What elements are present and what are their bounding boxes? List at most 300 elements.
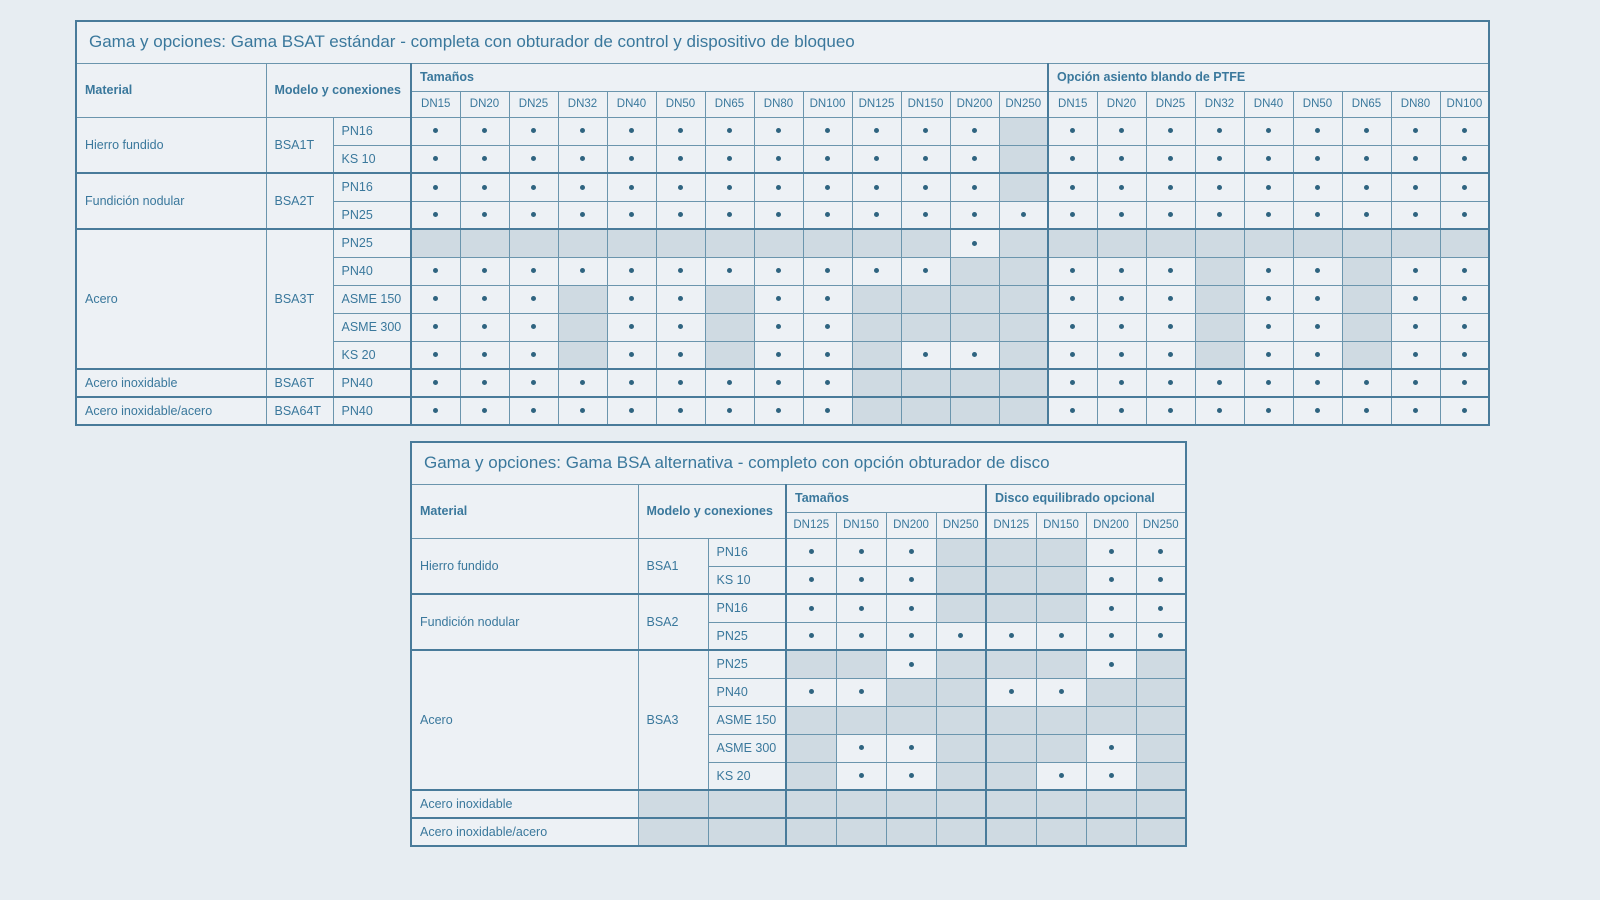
size-header: DN32	[558, 91, 607, 117]
material-cell: Acero	[76, 229, 266, 369]
matrix-cell	[1136, 734, 1186, 762]
availability-dot-icon	[678, 324, 683, 329]
availability-dot-icon	[809, 606, 814, 611]
availability-dot-icon	[972, 185, 977, 190]
availability-dot-icon	[1413, 324, 1418, 329]
matrix-cell	[936, 538, 986, 566]
material-cell: Hierro fundido	[76, 117, 266, 173]
availability-dot-icon	[531, 128, 536, 133]
matrix-cell	[1086, 762, 1136, 790]
availability-dot-icon	[1217, 212, 1222, 217]
matrix-cell	[1146, 397, 1195, 425]
matrix-cell	[950, 173, 999, 201]
matrix-cell	[901, 173, 950, 201]
availability-dot-icon	[1070, 324, 1075, 329]
availability-dot-icon	[923, 185, 928, 190]
matrix-cell	[656, 257, 705, 285]
availability-dot-icon	[1217, 408, 1222, 413]
size-header: DN125	[986, 512, 1036, 538]
availability-dot-icon	[1413, 268, 1418, 273]
matrix-cell	[836, 706, 886, 734]
model-cell: BSA2	[638, 594, 708, 650]
matrix-cell	[460, 369, 509, 397]
matrix-cell	[936, 650, 986, 678]
matrix-cell	[1195, 397, 1244, 425]
matrix-cell	[460, 117, 509, 145]
matrix-cell	[1342, 229, 1391, 257]
matrix-cell	[1244, 285, 1293, 313]
availability-dot-icon	[727, 185, 732, 190]
matrix-cell	[656, 117, 705, 145]
availability-dot-icon	[972, 212, 977, 217]
availability-dot-icon	[1070, 268, 1075, 273]
matrix-cell	[1136, 818, 1186, 846]
matrix-cell	[1146, 117, 1195, 145]
matrix-cell	[1391, 173, 1440, 201]
matrix-cell	[460, 173, 509, 201]
availability-dot-icon	[776, 408, 781, 413]
table-row	[76, 369, 1489, 397]
availability-dot-icon	[1168, 185, 1173, 190]
bsat-standard-range-table	[75, 20, 1490, 426]
availability-dot-icon	[874, 128, 879, 133]
availability-dot-icon	[1413, 212, 1418, 217]
availability-dot-icon	[433, 128, 438, 133]
availability-dot-icon	[678, 380, 683, 385]
model-cell	[638, 818, 708, 846]
availability-dot-icon	[776, 352, 781, 357]
matrix-cell	[852, 229, 901, 257]
matrix-cell	[999, 117, 1048, 145]
availability-dot-icon	[678, 128, 683, 133]
availability-dot-icon	[1462, 296, 1467, 301]
matrix-cell	[656, 397, 705, 425]
matrix-cell	[936, 566, 986, 594]
availability-dot-icon	[923, 212, 928, 217]
matrix-cell	[999, 173, 1048, 201]
matrix-cell	[656, 313, 705, 341]
matrix-cell	[886, 734, 936, 762]
matrix-cell	[607, 117, 656, 145]
matrix-cell	[803, 397, 852, 425]
matrix-cell	[852, 397, 901, 425]
availability-dot-icon	[1168, 212, 1173, 217]
matrix-cell	[509, 369, 558, 397]
matrix-cell	[1097, 341, 1146, 369]
matrix-cell	[852, 201, 901, 229]
matrix-cell	[836, 566, 886, 594]
availability-dot-icon	[776, 212, 781, 217]
matrix-cell	[786, 678, 836, 706]
matrix-cell	[411, 257, 460, 285]
availability-dot-icon	[1109, 633, 1114, 638]
table-title-row	[411, 442, 1186, 484]
connection-cell: PN40	[708, 678, 786, 706]
matrix-cell	[1391, 369, 1440, 397]
matrix-cell	[1440, 145, 1489, 173]
size-header: DN80	[1391, 91, 1440, 117]
matrix-cell	[1036, 706, 1086, 734]
availability-dot-icon	[859, 577, 864, 582]
matrix-cell	[558, 229, 607, 257]
matrix-cell	[803, 117, 852, 145]
matrix-cell	[1048, 173, 1097, 201]
matrix-cell	[786, 706, 836, 734]
matrix-cell	[1136, 594, 1186, 622]
connection-cell: PN16	[708, 594, 786, 622]
availability-dot-icon	[433, 352, 438, 357]
matrix-cell	[786, 622, 836, 650]
availability-dot-icon	[1315, 408, 1320, 413]
availability-dot-icon	[825, 156, 830, 161]
matrix-cell	[1195, 117, 1244, 145]
matrix-cell	[1244, 117, 1293, 145]
availability-dot-icon	[874, 185, 879, 190]
availability-dot-icon	[1462, 352, 1467, 357]
availability-dot-icon	[1119, 268, 1124, 273]
availability-dot-icon	[1315, 352, 1320, 357]
connection-cell: PN25	[333, 201, 411, 229]
availability-dot-icon	[1158, 549, 1163, 554]
model-cell: BSA1	[638, 538, 708, 594]
matrix-cell	[509, 285, 558, 313]
availability-dot-icon	[1413, 185, 1418, 190]
matrix-cell	[1036, 678, 1086, 706]
availability-dot-icon	[1059, 689, 1064, 694]
availability-dot-icon	[1364, 380, 1369, 385]
connection-cell: PN16	[708, 538, 786, 566]
matrix-cell	[1036, 818, 1086, 846]
matrix-cell	[901, 341, 950, 369]
availability-dot-icon	[727, 156, 732, 161]
connection-cell	[708, 818, 786, 846]
bsa-alternative-range-table	[410, 441, 1187, 847]
table-title-row	[76, 21, 1489, 63]
matrix-cell	[950, 397, 999, 425]
availability-dot-icon	[972, 352, 977, 357]
matrix-cell	[1048, 117, 1097, 145]
availability-dot-icon	[1119, 128, 1124, 133]
availability-dot-icon	[1070, 296, 1075, 301]
connection-cell: PN40	[333, 257, 411, 285]
matrix-cell	[656, 145, 705, 173]
availability-dot-icon	[531, 352, 536, 357]
matrix-cell	[1342, 117, 1391, 145]
matrix-cell	[999, 341, 1048, 369]
matrix-cell	[1391, 145, 1440, 173]
matrix-cell	[1146, 341, 1195, 369]
matrix-cell	[607, 257, 656, 285]
availability-dot-icon	[1266, 128, 1271, 133]
matrix-cell	[1136, 566, 1186, 594]
matrix-cell	[852, 285, 901, 313]
matrix-cell	[1086, 622, 1136, 650]
matrix-cell	[1086, 650, 1136, 678]
matrix-cell	[1146, 313, 1195, 341]
matrix-cell	[852, 173, 901, 201]
availability-dot-icon	[433, 156, 438, 161]
matrix-cell	[1293, 313, 1342, 341]
matrix-cell	[1391, 117, 1440, 145]
matrix-cell	[786, 762, 836, 790]
availability-dot-icon	[923, 268, 928, 273]
availability-dot-icon	[1119, 185, 1124, 190]
matrix-cell	[509, 397, 558, 425]
matrix-cell	[836, 650, 886, 678]
availability-dot-icon	[1364, 185, 1369, 190]
size-header: DN15	[1048, 91, 1097, 117]
matrix-cell	[558, 341, 607, 369]
availability-dot-icon	[531, 156, 536, 161]
table-row	[76, 173, 1489, 201]
matrix-cell	[786, 566, 836, 594]
matrix-cell	[1036, 762, 1086, 790]
availability-dot-icon	[1168, 380, 1173, 385]
availability-dot-icon	[809, 549, 814, 554]
matrix-cell	[999, 285, 1048, 313]
availability-dot-icon	[1364, 408, 1369, 413]
availability-dot-icon	[1070, 380, 1075, 385]
availability-dot-icon	[1266, 212, 1271, 217]
availability-dot-icon	[825, 296, 830, 301]
matrix-cell	[1244, 341, 1293, 369]
availability-dot-icon	[859, 745, 864, 750]
availability-dot-icon	[1109, 577, 1114, 582]
matrix-cell	[1342, 341, 1391, 369]
availability-dot-icon	[1266, 380, 1271, 385]
size-header: DN200	[950, 91, 999, 117]
matrix-cell	[950, 229, 999, 257]
matrix-cell	[1440, 397, 1489, 425]
matrix-cell	[460, 341, 509, 369]
availability-dot-icon	[531, 296, 536, 301]
matrix-cell	[1342, 313, 1391, 341]
size-header: DN200	[886, 512, 936, 538]
matrix-cell	[607, 397, 656, 425]
matrix-cell	[509, 313, 558, 341]
matrix-cell	[1293, 173, 1342, 201]
availability-dot-icon	[482, 156, 487, 161]
availability-dot-icon	[482, 296, 487, 301]
matrix-cell	[1048, 229, 1097, 257]
matrix-cell	[1086, 818, 1136, 846]
availability-dot-icon	[972, 128, 977, 133]
matrix-cell	[1136, 678, 1186, 706]
matrix-cell	[558, 145, 607, 173]
matrix-cell	[1195, 285, 1244, 313]
size-header: DN80	[754, 91, 803, 117]
availability-dot-icon	[1462, 128, 1467, 133]
availability-dot-icon	[1168, 268, 1173, 273]
matrix-cell	[558, 173, 607, 201]
section-header: Tamaños	[411, 63, 1048, 91]
matrix-cell	[901, 285, 950, 313]
size-header: DN150	[1036, 512, 1086, 538]
matrix-cell	[607, 201, 656, 229]
availability-dot-icon	[1158, 577, 1163, 582]
matrix-cell	[1244, 257, 1293, 285]
availability-dot-icon	[909, 549, 914, 554]
matrix-cell	[705, 257, 754, 285]
connection-cell: PN25	[708, 622, 786, 650]
matrix-cell	[999, 313, 1048, 341]
matrix-cell	[1195, 369, 1244, 397]
availability-dot-icon	[433, 185, 438, 190]
table-row	[411, 790, 1186, 818]
matrix-cell	[852, 369, 901, 397]
availability-dot-icon	[1021, 212, 1026, 217]
matrix-cell	[607, 369, 656, 397]
availability-dot-icon	[629, 156, 634, 161]
availability-dot-icon	[923, 156, 928, 161]
matrix-cell	[509, 173, 558, 201]
matrix-cell	[607, 285, 656, 313]
matrix-cell	[1136, 538, 1186, 566]
matrix-cell	[1293, 285, 1342, 313]
matrix-cell	[936, 790, 986, 818]
matrix-cell	[558, 117, 607, 145]
size-header: DN50	[1293, 91, 1342, 117]
size-header: DN25	[509, 91, 558, 117]
matrix-cell	[705, 201, 754, 229]
matrix-cell	[786, 650, 836, 678]
matrix-cell	[803, 229, 852, 257]
matrix-cell	[986, 566, 1036, 594]
section-header-row	[411, 484, 1186, 512]
matrix-cell	[986, 538, 1036, 566]
matrix-cell	[460, 285, 509, 313]
table-row	[411, 818, 1186, 846]
size-header: DN40	[607, 91, 656, 117]
availability-dot-icon	[580, 380, 585, 385]
matrix-cell	[950, 145, 999, 173]
availability-dot-icon	[1168, 296, 1173, 301]
connection-cell: KS 20	[333, 341, 411, 369]
matrix-cell	[986, 818, 1036, 846]
size-header: DN20	[1097, 91, 1146, 117]
availability-dot-icon	[874, 212, 879, 217]
availability-dot-icon	[433, 324, 438, 329]
matrix-cell	[1440, 369, 1489, 397]
matrix-cell	[1244, 397, 1293, 425]
availability-dot-icon	[1217, 185, 1222, 190]
availability-dot-icon	[825, 185, 830, 190]
matrix-cell	[1440, 201, 1489, 229]
availability-dot-icon	[1315, 156, 1320, 161]
availability-dot-icon	[1070, 156, 1075, 161]
matrix-cell	[1244, 145, 1293, 173]
matrix-cell	[1036, 734, 1086, 762]
matrix-cell	[1086, 594, 1136, 622]
availability-dot-icon	[1059, 633, 1064, 638]
matrix-cell	[460, 145, 509, 173]
matrix-cell	[1097, 229, 1146, 257]
availability-dot-icon	[776, 128, 781, 133]
matrix-cell	[460, 397, 509, 425]
matrix-cell	[950, 257, 999, 285]
matrix-cell	[1146, 369, 1195, 397]
matrix-cell	[901, 201, 950, 229]
availability-dot-icon	[776, 380, 781, 385]
availability-dot-icon	[678, 268, 683, 273]
availability-dot-icon	[580, 156, 585, 161]
matrix-cell	[1293, 257, 1342, 285]
availability-dot-icon	[531, 408, 536, 413]
availability-dot-icon	[1413, 380, 1418, 385]
matrix-cell	[754, 229, 803, 257]
availability-dot-icon	[1158, 633, 1163, 638]
matrix-cell	[901, 257, 950, 285]
matrix-cell	[754, 173, 803, 201]
availability-dot-icon	[1266, 268, 1271, 273]
availability-dot-icon	[727, 408, 732, 413]
matrix-cell	[836, 594, 886, 622]
table-row	[411, 538, 1186, 566]
availability-dot-icon	[629, 128, 634, 133]
availability-dot-icon	[1364, 156, 1369, 161]
matrix-cell	[901, 117, 950, 145]
connection-cell: PN40	[333, 369, 411, 397]
matrix-cell	[411, 117, 460, 145]
matrix-cell	[1136, 706, 1186, 734]
matrix-cell	[656, 173, 705, 201]
matrix-cell	[1086, 790, 1136, 818]
matrix-cell	[411, 369, 460, 397]
availability-dot-icon	[1070, 212, 1075, 217]
matrix-cell	[411, 285, 460, 313]
matrix-cell	[803, 285, 852, 313]
matrix-cell	[1244, 229, 1293, 257]
matrix-cell	[460, 201, 509, 229]
table-row	[76, 397, 1489, 425]
matrix-cell	[986, 790, 1036, 818]
availability-dot-icon	[1119, 380, 1124, 385]
matrix-cell	[786, 790, 836, 818]
availability-dot-icon	[580, 128, 585, 133]
matrix-cell	[950, 117, 999, 145]
matrix-cell	[1342, 173, 1391, 201]
matrix-cell	[1097, 397, 1146, 425]
availability-dot-icon	[433, 296, 438, 301]
matrix-cell	[411, 229, 460, 257]
matrix-cell	[936, 762, 986, 790]
availability-dot-icon	[1168, 352, 1173, 357]
availability-dot-icon	[1119, 324, 1124, 329]
connection-cell: KS 10	[708, 566, 786, 594]
connection-cell: PN25	[708, 650, 786, 678]
matrix-cell	[1440, 173, 1489, 201]
matrix-cell	[1342, 201, 1391, 229]
matrix-cell	[986, 594, 1036, 622]
availability-dot-icon	[859, 689, 864, 694]
availability-dot-icon	[1070, 352, 1075, 357]
availability-dot-icon	[580, 212, 585, 217]
matrix-cell	[656, 229, 705, 257]
matrix-cell	[886, 538, 936, 566]
matrix-cell	[1342, 397, 1391, 425]
connection-cell: PN16	[333, 173, 411, 201]
matrix-cell	[1086, 706, 1136, 734]
connection-cell: ASME 150	[333, 285, 411, 313]
matrix-cell	[936, 706, 986, 734]
material-cell: Acero inoxidable/acero	[411, 818, 638, 846]
matrix-cell	[754, 369, 803, 397]
availability-dot-icon	[1070, 408, 1075, 413]
size-header: DN125	[786, 512, 836, 538]
matrix-cell	[886, 790, 936, 818]
matrix-cell	[1097, 313, 1146, 341]
availability-dot-icon	[482, 268, 487, 273]
